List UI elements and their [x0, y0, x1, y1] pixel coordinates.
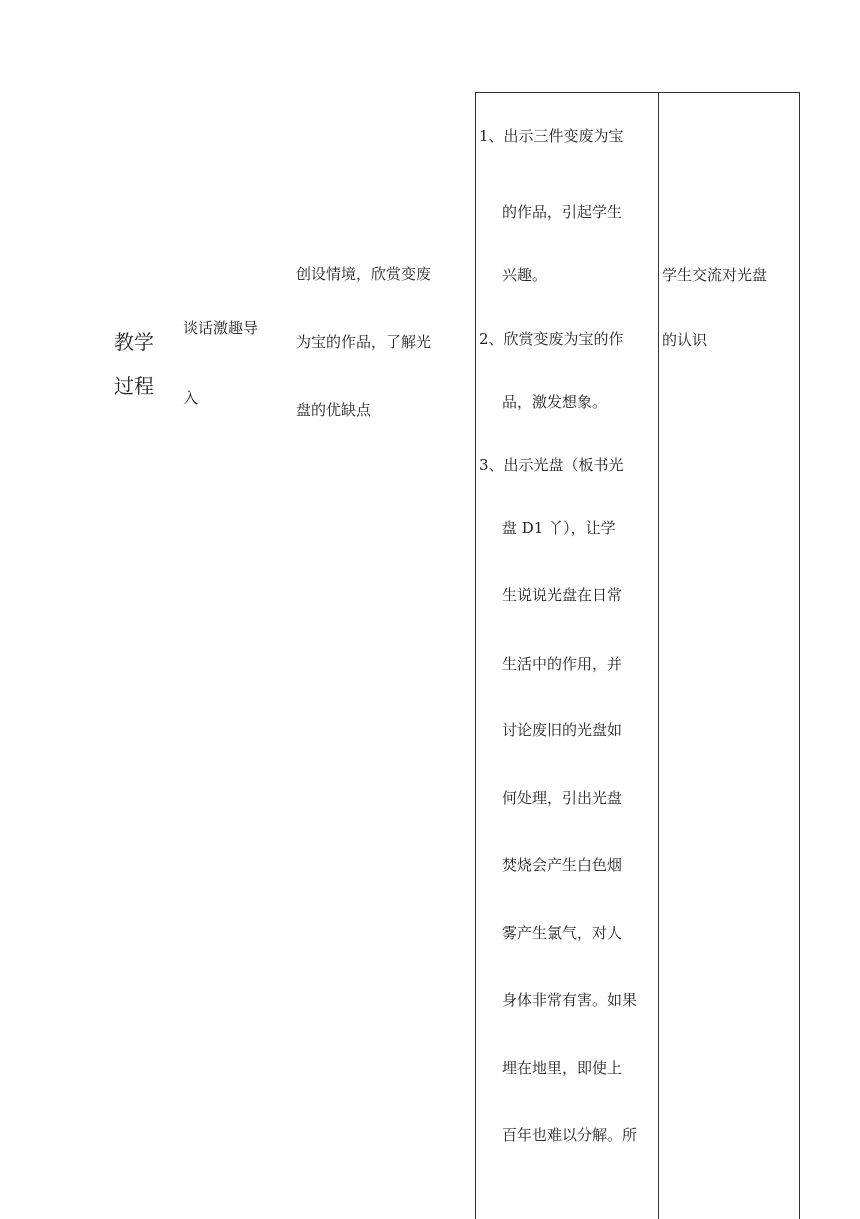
process-line: 身体非常有害。如果 [502, 991, 638, 1009]
process-line: 雾产生氯气，对人 [502, 924, 623, 942]
process-line: 3、出示光盘（板书光 [479, 456, 624, 474]
process-line: 何处理，引出光盘 [502, 789, 623, 807]
process-line: 盘 D1 丫），让学 [502, 519, 616, 537]
process-line: 生活中的作用，并 [502, 655, 623, 673]
student-column-border [658, 92, 800, 1219]
process-line: 讨论废旧的光盘如 [502, 721, 623, 739]
intent-line: 盘的优缺点 [296, 401, 372, 419]
student-line: 学生交流对光盘 [662, 266, 768, 284]
intent-line: 创设情境，欣赏变废 [296, 265, 432, 283]
process-line: 百年也难以分解。所 [502, 1126, 638, 1144]
process-line: 焚烧会产生白色烟 [502, 856, 623, 874]
process-line: 品，激发想象。 [502, 393, 608, 411]
process-line: 兴趣。 [502, 266, 548, 284]
section-label [114, 320, 154, 408]
process-line: 生说说光盘在日常 [502, 586, 623, 604]
student-activity-cell [662, 265, 796, 395]
student-line: 的认识 [662, 331, 708, 349]
section-label-line2: 过程 [114, 374, 154, 398]
process-line: 1、出示三件变废为宝 [479, 127, 624, 145]
section-label-line1: 教学 [114, 330, 154, 354]
intent-line: 为宝的作品，了解光 [296, 333, 432, 351]
process-line: 的作品，引起学生 [502, 203, 623, 221]
stage-line2: 入 [183, 389, 199, 407]
process-line: 埋在地里，即使上 [502, 1059, 623, 1077]
intent-cell [296, 264, 456, 468]
stage-line1: 谈话激趣导 [183, 319, 259, 337]
process-line: 2、欣赏变废为宝的作 [479, 330, 624, 348]
